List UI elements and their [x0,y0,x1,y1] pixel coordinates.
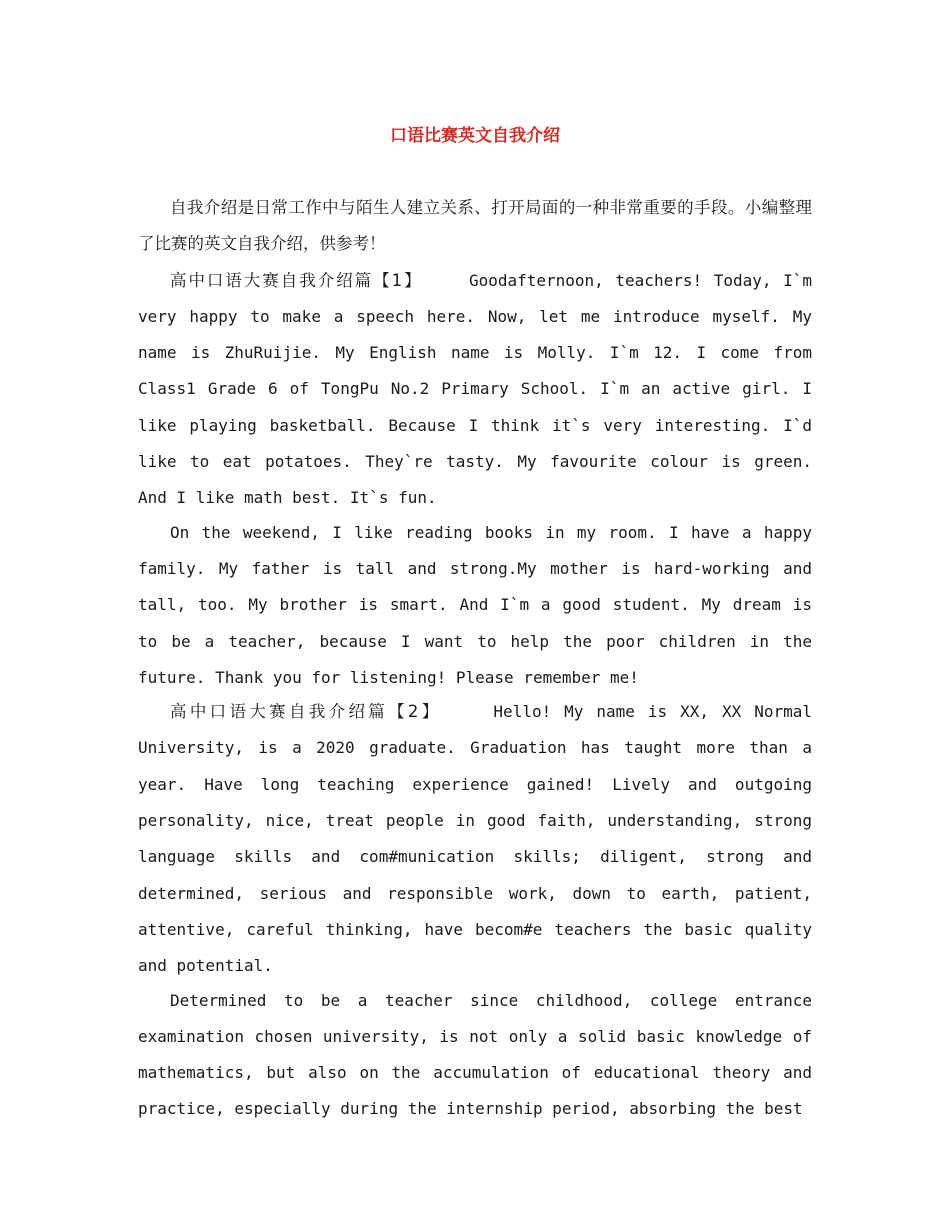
document-body [138,190,812,1128]
document-title: 口语比赛英文自我介绍 [390,126,560,146]
section1-paragraph-2 [138,515,812,696]
section2-text: Hello! My name is XX, XX Normal University, is a 2020 graduate. Graduation has taught more than a year. Have long teaching experience gained! Lively and outgoing personality, nice, treat people in good faith, understanding, strong language skills and com#munication skills; diligent, strong and determined, serious and responsible work, down to earth, patient, attentive, careful thinking, have becom#e teachers the basic quality and potential. [138,702,813,976]
section2-paragraph-2 [138,983,812,1128]
section1-paragraph [138,263,812,517]
section2-paragraph [138,694,812,984]
section2-para2-text: Determined to be a teacher since childhood, college entrance examination chosen university, is not only a solid basic knowledge of mathematics, but also on the accumulation of educational theory and practice, especially during the internship period, absorbing the best [138,990,812,1119]
section1-heading: 高中口语大赛自我介绍篇【1】 [170,270,423,290]
section2-heading: 高中口语大赛自我介绍篇【2】 [170,702,442,722]
section1-text: Goodafternoon, teachers! Today, I`m very happy to make a speech here. Now, let me introduce myself. My name is ZhuRuijie. My English name is Molly. I`m 12. I come from Class1 Grade 6 of TongPu No.2 Primary School. I`m an active girl. I like playing basketball. Because I think it`s very interesting. I`d like to eat potatoes. They`re tasty. My favourite colour is green. And I like math best. It`s fun. [138,270,813,508]
intro-paragraph [138,190,812,263]
section1-para2-text: On the weekend, I like reading books in my room. I have a happy family. My father is tall and strong.My mother is hard-working and tall, too. My brother is smart. And I`m a good student. My dream is to be a teacher, because I want to help the poor children in the future. Thank you for listening! Please remember me! [138,522,812,687]
intro-text: 自我介绍是日常工作中与陌生人建立关系、打开局面的一种非常重要的手段。小编整理了比赛的英文自我介绍，供参考！ [138,198,812,254]
